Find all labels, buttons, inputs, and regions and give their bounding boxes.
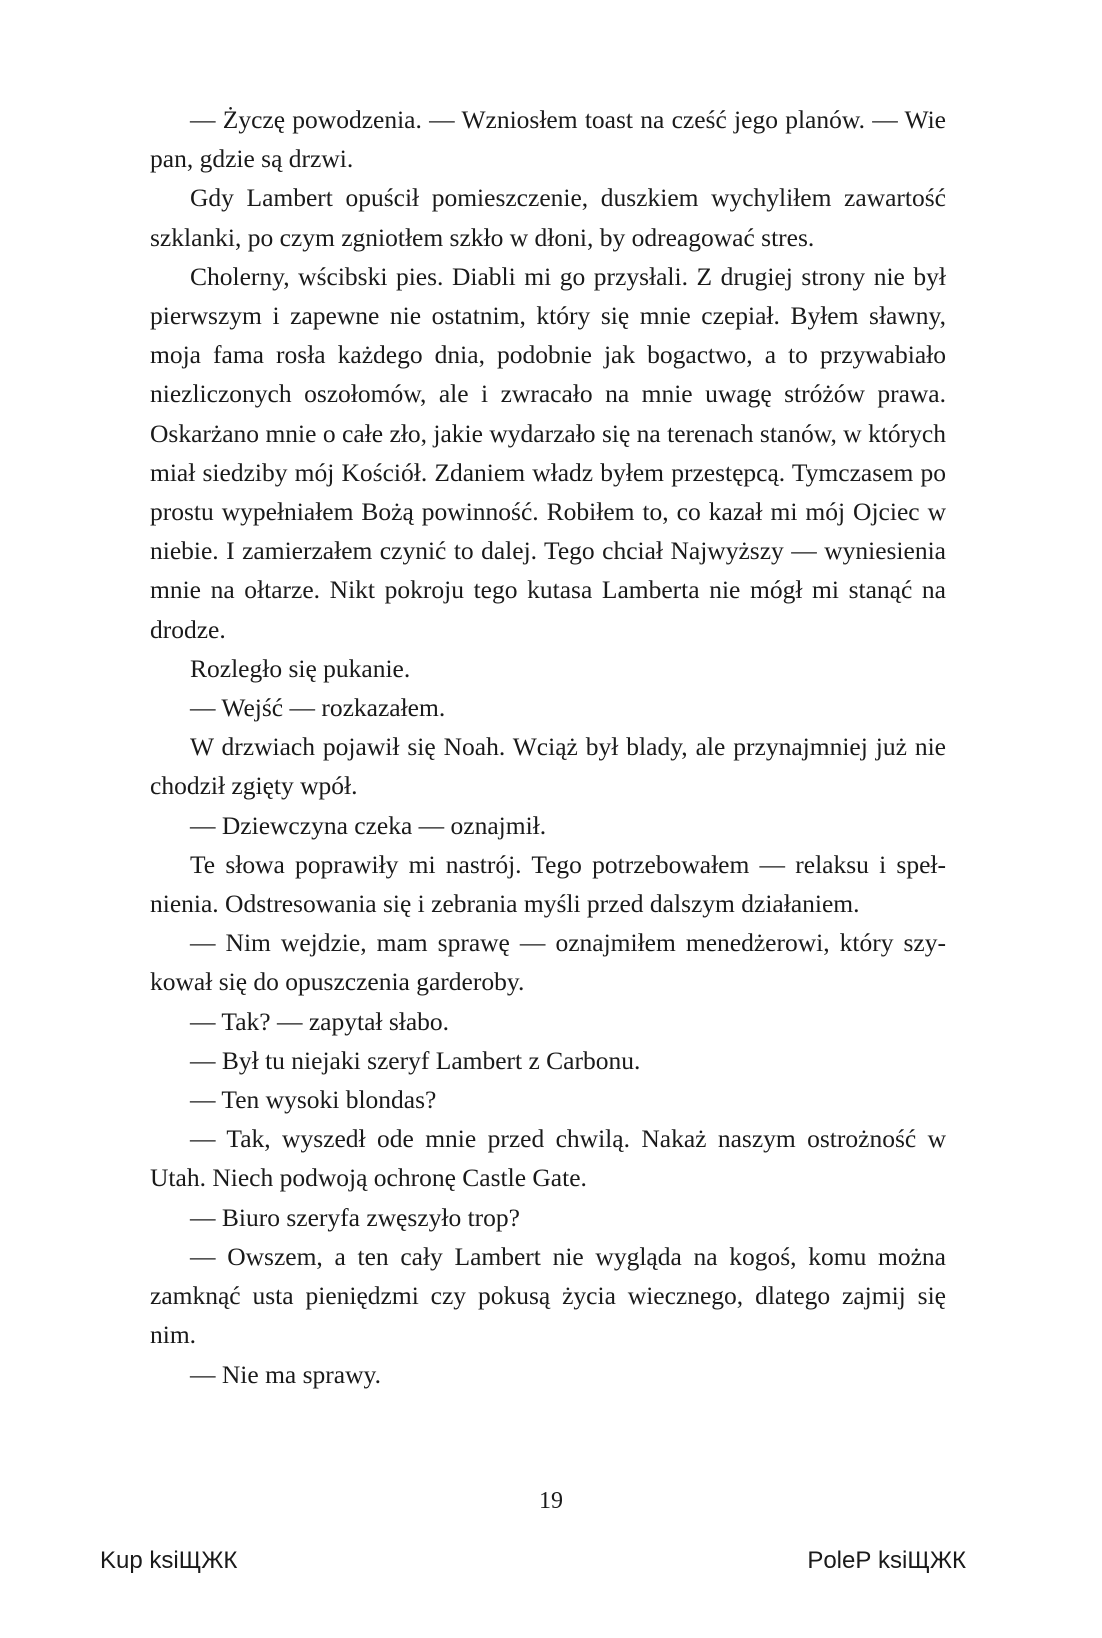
paragraph: Rozległo się pukanie. [190,653,411,683]
paragraph: W drzwiach pojawił się Noah. Wciąż był blady, ale przynajmniej już nie chodził zgięty wpół. [150,732,946,801]
paragraph: — Życzę powodzenia. — Wzniosłem toast na cześć jego planów. — Wie pan, gdzie są drzwi. [150,105,946,174]
paragraph: — Biuro szeryfa zwęszyło trop? [190,1202,520,1232]
paragraph: — Dziewczyna czeka — oznajmił. [190,810,547,840]
page-body [150,100,946,1420]
paragraph: — Nim wejdzie, mam sprawę — oznajmiłem menedżerowi, który szykował się do opuszczenia garderoby. [150,928,946,997]
paragraph: — Nie ma sprawy. [190,1359,381,1389]
paragraph: — Ten wysoki blondas? [190,1085,437,1115]
paragraph: Gdy Lambert opuścił pomieszczenie, duszkiem wychyliłem zawartość szklanki, po czym zgniotłem szkło w dłoni, by odreagować stres. [150,183,946,252]
paragraph: — Tak? — zapytał słabo. [190,1006,450,1036]
page-number: 19 [539,1488,563,1514]
paragraph: Te słowa poprawiły mi nastrój. Tego potrzebowałem — relaksu i spełnienia. Odstresowania się i zebrania myśli przed dalszym działaniem. [150,849,946,919]
paragraph: — Był tu niejaki szeryf Lambert z Carbonu. [190,1045,641,1075]
paragraph: — Tak, wyszedł ode mnie przed chwilą. Nakaż naszym ostrożność w Utah. Niech podwoją ochronę Castle Gate. [150,1124,946,1193]
paragraph: — Wejść — rozkazałem. [190,693,446,723]
paragraph: — Owszem, a ten cały Lambert nie wygląda na kogoś, komu można zamknąć usta pieniędzmi czy pokusą życia wiecznego, dlatego zajmij się nim. [150,1241,946,1350]
paragraph: Cholerny, wścibski pies. Diabli mi go przysłali. Z drugiej strony nie był pierwszym i zapewne nie ostatnim, który się mnie czepiał. Byłem sławny, moja fama rosła każdego dnia, podobnie jak bogactwo, a to przywabiało niezliczonych oszołomów, ale i zwracało na mnie uwagę stróżów prawa. Oskarżano mnie o całe zło, jakie wydarzało się na terenach stanów, w których miał siedziby mój Kościół. Zdaniem władz byłem przestępcą. Tymczasem po prostu wypełniałem Bożą powinność. Robiłem to, co kazał mi mój Ojciec w niebie. I zamierzałem czynić to dalej. Tego chciał Najwyższy — wyniesienia mnie na ołtarze. Nikt pokroju tego kutasa Lamberta nie mógł mi stanąć na drodze. [150,261,946,644]
rate-book-link[interactable]: PoleР ksiЩЖК [807,1547,966,1574]
buy-book-link[interactable]: Kup ksiЩЖК [100,1547,238,1574]
